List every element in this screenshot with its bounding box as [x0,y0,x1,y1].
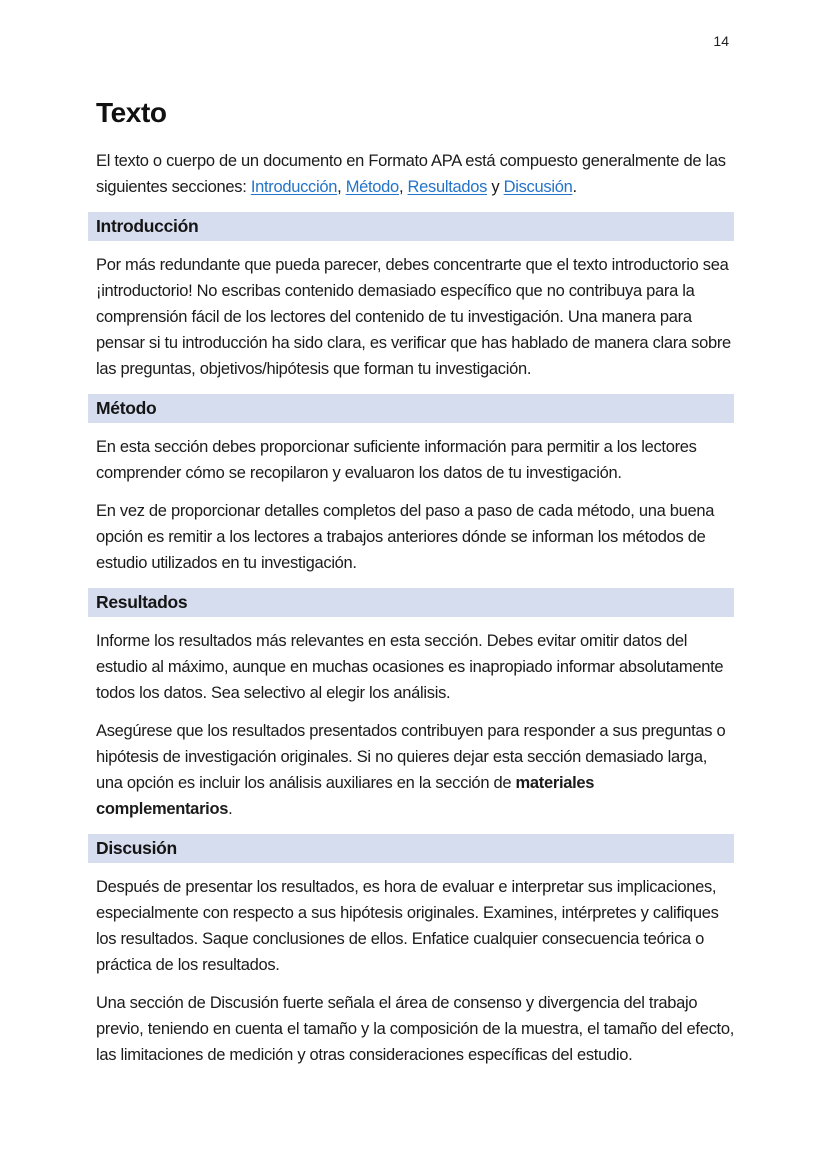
link-metodo[interactable]: Método [345,178,399,196]
introduccion-paragraph-1: Por más redundante que pueda parecer, debes concentrarte que el texto introductorio sea ¡introductorio! No escribas contenido demasiado específico que no contribuya para la comprensión fácil de los lectores del contenido de tu investigación. Una manera para pensar si tu introducción ha sido clara, es verificar que has hablado de manera clara sobre las preguntas, objetivos/hipótesis que forman tu investigación. [96,256,731,378]
section-heading-discusion: Discusión [88,834,734,863]
section-heading-introduccion: Introducción [88,212,734,241]
section-introduccion [88,212,734,382]
page-title: Texto [96,97,167,128]
resultados-paragraph-2 [96,718,734,822]
intro-separator-1: , [337,178,346,196]
resultados-paragraph-2-bold: materiales complementarios [96,774,595,818]
page-number: 14 [713,33,729,49]
section-heading-metodo: Método [88,394,734,423]
discusion-paragraph-2: Una sección de Discusión fuerte señala el área de consenso y divergencia del trabajo previo, teniendo en cuenta el tamaño y la composición de la muestra, el tamaño del efecto, las limitaciones de medición y otras consideraciones específicas del estudio. [96,994,734,1064]
intro-period: . [572,178,577,196]
section-metodo [88,394,734,576]
link-discusion[interactable]: Discusión [503,178,573,196]
section-resultados [88,588,734,822]
page-content [88,0,734,1080]
intro-separator-2: , [398,178,408,196]
section-heading-resultados: Resultados [88,588,734,617]
discusion-paragraph-1: Después de presentar los resultados, es hora de evaluar e interpretar sus implicaciones, especialmente con respecto a sus hipótesis originales. Examines, intérpretes y califiques los resultados. Saque conclusiones de ellos. Enfatice cualquier consecuencia teórica o práctica de los resultados. [96,878,719,974]
metodo-paragraph-1: En esta sección debes proporcionar suficiente información para permitir a los lectores comprender cómo se recopilaron y evaluaron los datos de tu investigación. [96,438,697,482]
section-discusion [88,834,734,1068]
link-introduccion[interactable]: Introducción [250,178,338,196]
resultados-paragraph-2-text: Asegúrese que los resultados presentados contribuyen para responder a sus preguntas o hipótesis de investigación originales. Si no quieres dejar esta sección demasiado larga, una opción es incluir los análisis auxiliares en la sección de [96,722,726,792]
resultados-paragraph-1: Informe los resultados más relevantes en esta sección. Debes evitar omitir datos del estudio al máximo, aunque en muchas ocasiones es inapropiado informar absolutamente todos los datos. Sea selectivo al elegir los análisis. [96,632,724,702]
intro-lead-text: El texto o cuerpo de un documento en Formato APA está compuesto generalmente de las siguientes secciones: [96,152,726,196]
intro-conjunction: y [487,178,504,196]
resultados-paragraph-2-period: . [228,800,233,818]
metodo-paragraph-2: En vez de proporcionar detalles completos del paso a paso de cada método, una buena opción es remitir a los lectores a trabajos anteriores dónde se informan los métodos de estudio utilizados en tu investigación. [96,502,715,572]
intro-paragraph [96,148,734,200]
link-resultados[interactable]: Resultados [407,178,488,196]
